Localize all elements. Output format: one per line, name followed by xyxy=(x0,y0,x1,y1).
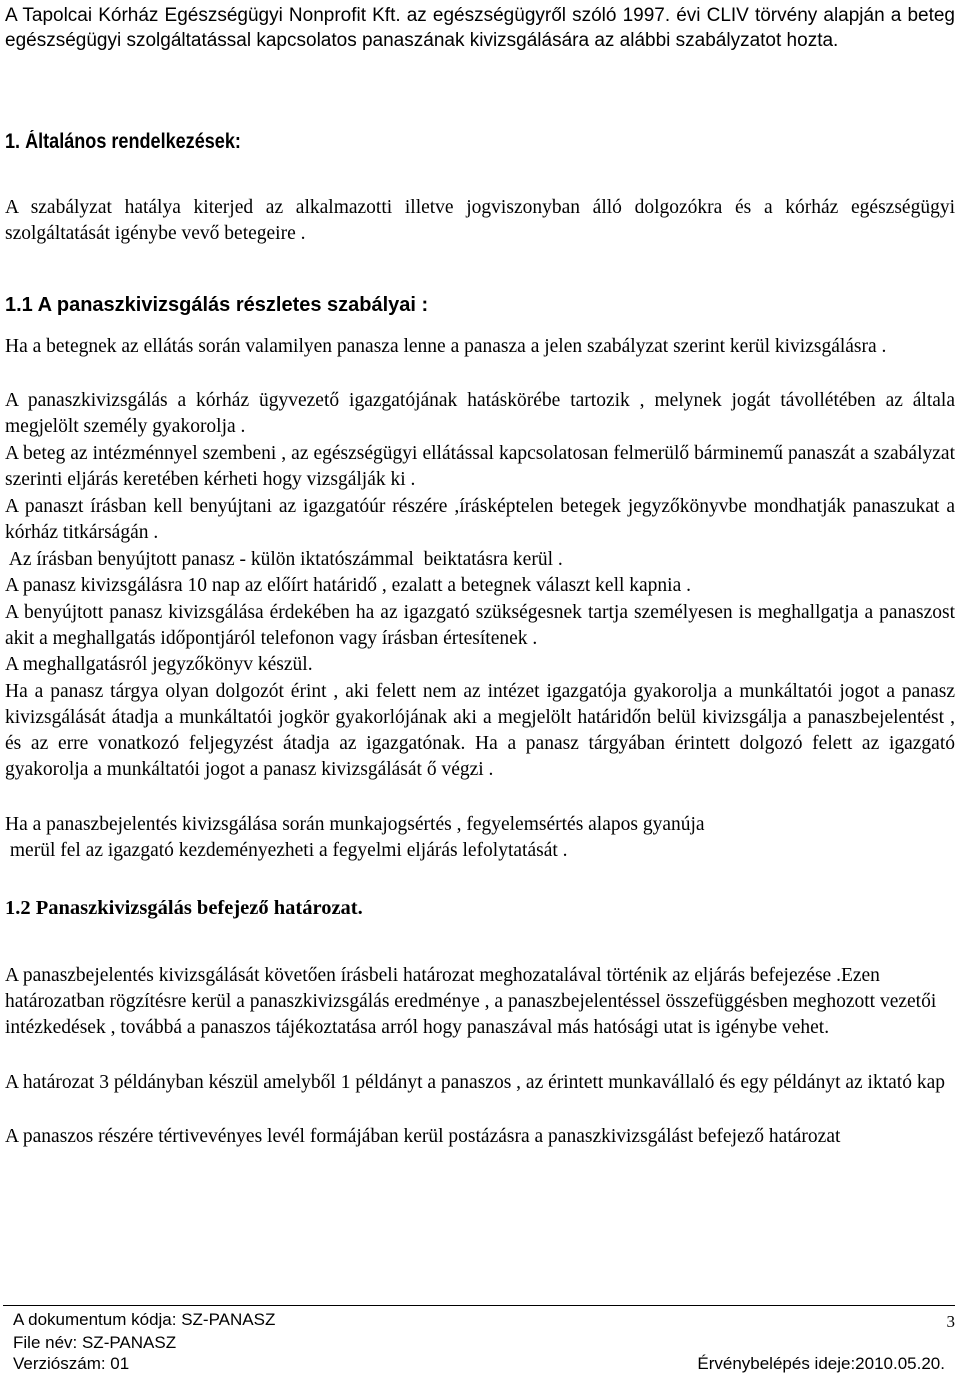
section-1-1-paragraph-2: A panaszkivizsgálás a kórház ügyvezető igazgatójának hatáskörébe tartozik , melynek jogát távollétében az általa megjelölt személy gyakorolja . xyxy=(5,390,955,437)
section-1-2-paragraph-3: A panaszos részére tértivevényes levél formájában kerül postázásra a panaszkivizsgálást befejező határozat xyxy=(5,1126,841,1147)
section-1-1-paragraph-10b: merül fel az igazgató kezdeményezheti a fegyelmi eljárás lefolytatását . xyxy=(5,840,568,861)
page-number: 3 xyxy=(946,1312,955,1331)
section-1-1-paragraph-4: A panaszt írásban kell benyújtani az igazgatóúr részére ,írásképtelen betegek jegyzőkönyvbe mondhatják panaszukat a kórház titkárságán . xyxy=(5,496,955,543)
section-1-1-paragraph-6: A panasz kivizsgálásra 10 nap az előírt határidő , ezalatt a betegnek választ kell kapnia . xyxy=(5,575,692,596)
section-1-body: A szabályzat hatálya kiterjed az alkalmazotti illetve jogviszonyban álló dolgozókra és a kórház egészségügyi szolgáltatását igénybe vevő betegeire . xyxy=(5,197,955,244)
intro-paragraph: A Tapolcai Kórház Egészségügyi Nonprofit Kft. az egészségügyről szóló 1997. évi CLIV törvény alapján a beteg egészségügyi szolgáltatással kapcsolatos panaszának kivizsgálására az alábbi szabályzatot hozta. xyxy=(5,5,955,51)
section-1-1-paragraph-1: Ha a betegnek az ellátás során valamilyen panasza lenne a panasza a jelen szabályzat szerint kerül kivizsgálásra . xyxy=(5,336,887,357)
page-footer xyxy=(3,1305,955,1382)
section-1-1-paragraph-7: A benyújtott panasz kivizsgálása érdekében ha az igazgató szükségesnek tartja személyesen is meghallgatja a panaszost akit a meghallgatás időpontjáról telefonon vagy írásban értesítenek . xyxy=(5,602,955,649)
section-1-1-paragraph-10a: Ha a panaszbejelentés kivizsgálása során munkajogsértés , fegyelemsértés alapos gyanúja xyxy=(5,814,705,835)
section-1-2-paragraph-2: A határozat 3 példányban készül amelyből 1 példányt a panaszos , az érintett munkavállaló és egy példányt az iktató kap xyxy=(5,1072,945,1093)
file-name: File név: SZ-PANASZ xyxy=(13,1333,177,1352)
version-number: Verziószám: 01 xyxy=(13,1354,130,1373)
section-1-1-paragraph-8: A meghallgatásról jegyzőkönyv készül. xyxy=(5,654,313,675)
section-1-2-heading: 1.2 Panaszkivizsgálás befejező határozat. xyxy=(5,897,363,919)
document-code: A dokumentum kódja: SZ-PANASZ xyxy=(13,1310,276,1329)
section-1-1-paragraph-3: A beteg az intézménnyel szembeni , az egészségügyi ellátással kapcsolatosan felmerülő bárminemű panaszát a szabályzat szerinti eljárás keretében kérheti hogy vizsgálják ki . xyxy=(5,443,955,490)
effective-date: Érvénybelépés ideje:2010.05.20. xyxy=(697,1354,945,1373)
section-1-1-paragraph-9: Ha a panasz tárgya olyan dolgozót érint , aki felett nem az intézet igazgatója gyakorolja a munkáltatói jogot a panasz kivizsgálását átadja a munkáltatói jogkör gyakorlójának aki a megjelölt határidőn belül kivizsgálja a panaszbejelentést , és az erre vonatkozó feljegyzést átadja az igazgatónak. Ha a panasz tárgyában érintett dolgozó felett az igazgató gyakorolja a munkáltatói jogot a panasz kivizsgálását ő végzi . xyxy=(5,681,955,780)
section-1-2-paragraph-1: A panaszbejelentés kivizsgálását követően írásbeli határozat meghozatalával történik az eljárás befejezése .Ezen határozatban rögzítésre kerül a panaszkivizsgálás eredménye , a panaszbejelentéssel összefüggésben meghozott vezetői intézkedések , továbbá a panaszos tájékoztatása arról hogy panaszával más hatósági utat is igénybe vehet. xyxy=(5,965,937,1038)
section-1-1-paragraph-5: Az írásban benyújtott panasz - külön iktatószámmal beiktatásra kerül . xyxy=(5,549,563,570)
section-1-heading: 1. Általános rendelkezések: xyxy=(5,130,241,153)
section-1-1-heading: 1.1 A panaszkivizsgálás részletes szabályai : xyxy=(5,294,429,316)
